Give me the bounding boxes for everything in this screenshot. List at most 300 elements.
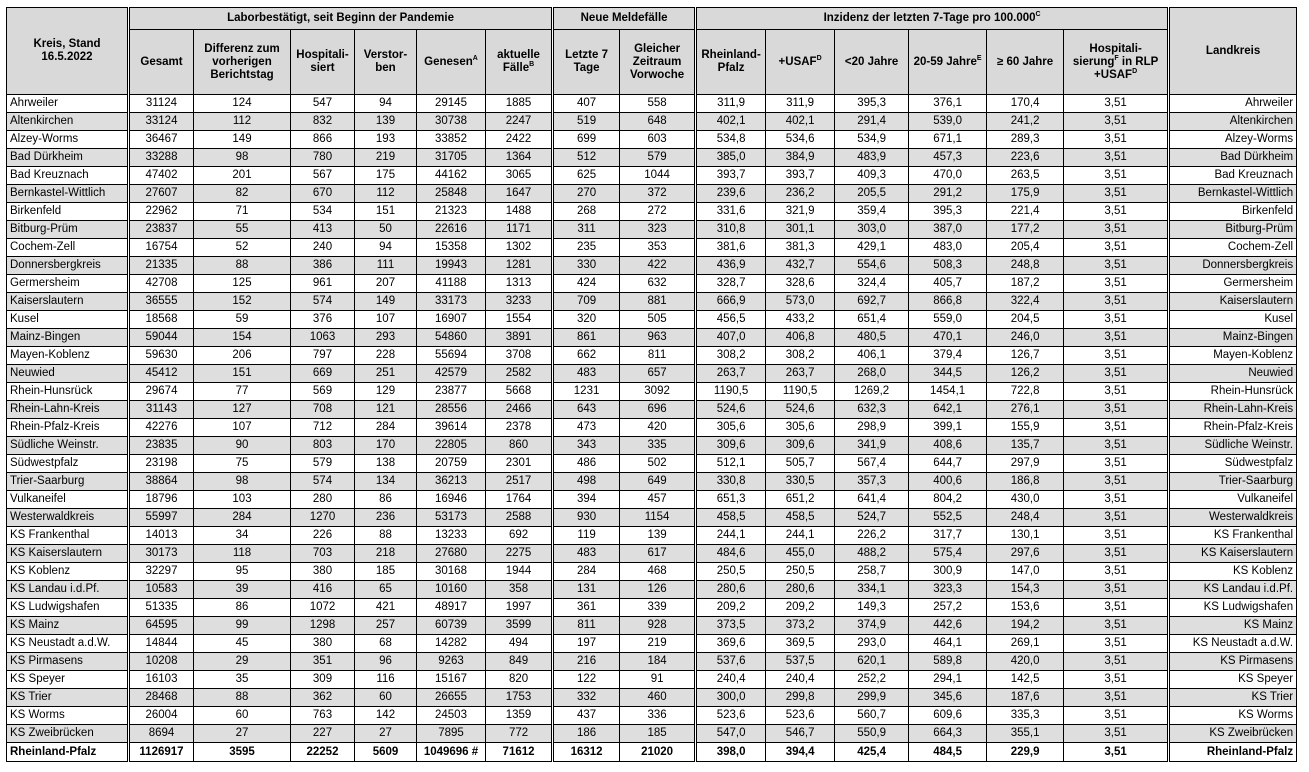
- table-cell: 330,8: [696, 473, 766, 491]
- table-cell: 9263: [417, 653, 486, 671]
- table-cell: 351: [291, 653, 355, 671]
- table-cell: KS Pirmasens: [1169, 653, 1297, 671]
- table-cell: 334,1: [835, 581, 909, 599]
- table-cell: 803: [291, 437, 355, 455]
- table-cell: 308,2: [696, 347, 766, 365]
- table-cell: 95: [194, 563, 291, 581]
- header-genesen: [417, 30, 486, 95]
- table-cell: Bernkastel-Wittlich: [7, 185, 129, 203]
- table-cell: 205,5: [835, 185, 909, 203]
- table-cell: 54860: [417, 329, 486, 347]
- table-cell: 413: [291, 221, 355, 239]
- table-cell: 376: [291, 311, 355, 329]
- table-cell: 7895: [417, 725, 486, 743]
- table-cell: 458,5: [766, 509, 835, 527]
- table-cell: Kaiserslautern: [7, 293, 129, 311]
- table-row: [7, 455, 1297, 473]
- table-cell: 107: [355, 311, 417, 329]
- table-cell: 26655: [417, 689, 486, 707]
- footnote-f: F: [1114, 54, 1119, 62]
- table-cell: 3,51: [1064, 419, 1169, 437]
- table-cell: 53173: [417, 509, 486, 527]
- table-cell: 2517: [486, 473, 553, 491]
- table-cell: 703: [291, 545, 355, 563]
- table-cell: 126,2: [987, 365, 1064, 383]
- table-cell: 33173: [417, 293, 486, 311]
- table-cell: 297,6: [987, 545, 1064, 563]
- table-cell: KS Kaiserslautern: [7, 545, 129, 563]
- table-cell: 494: [486, 635, 553, 653]
- table-cell: 648: [620, 113, 696, 131]
- table-cell: Trier-Saarburg: [7, 473, 129, 491]
- header-hospitalisierung: [1064, 30, 1169, 95]
- table-cell: Südwestpfalz: [1169, 455, 1297, 473]
- table-cell: 126: [620, 581, 696, 599]
- table-cell: 480,5: [835, 329, 909, 347]
- table-cell: 3599: [486, 617, 553, 635]
- table-cell: 59044: [129, 329, 194, 347]
- table-cell: 3,51: [1064, 707, 1169, 725]
- table-cell: 644,7: [909, 455, 987, 473]
- table-cell: 335,3: [987, 707, 1064, 725]
- table-cell: 236,2: [766, 185, 835, 203]
- table-cell: 669: [291, 365, 355, 383]
- table-cell: 284: [355, 419, 417, 437]
- table-cell: 866: [291, 131, 355, 149]
- table-cell: 33288: [129, 149, 194, 167]
- table-cell: 512: [553, 149, 620, 167]
- table-cell: 125: [194, 275, 291, 293]
- table-cell: 3,51: [1064, 113, 1169, 131]
- table-cell: 402,1: [766, 113, 835, 131]
- table-row: [7, 581, 1297, 599]
- table-cell: 270: [553, 185, 620, 203]
- table-cell: 209,2: [696, 599, 766, 617]
- table-cell: 27: [355, 725, 417, 743]
- table-cell: 632: [620, 275, 696, 293]
- table-cell: 772: [486, 725, 553, 743]
- table-cell: 103: [194, 491, 291, 509]
- table-cell: 323: [620, 221, 696, 239]
- table-cell: 3,51: [1064, 617, 1169, 635]
- table-cell: 44162: [417, 167, 486, 185]
- header-aktuelle: [486, 30, 553, 95]
- table-cell: 398,0: [696, 743, 766, 762]
- table-cell: 473: [553, 419, 620, 437]
- table-cell: 579: [620, 149, 696, 167]
- table-cell: 642,1: [909, 401, 987, 419]
- table-cell: 666,9: [696, 293, 766, 311]
- table-cell: 534,8: [696, 131, 766, 149]
- table-cell: 244,1: [766, 527, 835, 545]
- table-cell: 149,3: [835, 599, 909, 617]
- table-cell: 424: [553, 275, 620, 293]
- table-cell: 657: [620, 365, 696, 383]
- table-cell: Rhein-Pfalz-Kreis: [1169, 419, 1297, 437]
- table-cell: 91: [620, 671, 696, 689]
- header-20-59: [909, 30, 987, 95]
- table-cell: 343: [553, 437, 620, 455]
- table-cell: 1270: [291, 509, 355, 527]
- table-cell: 537,6: [696, 653, 766, 671]
- table-cell: 393,7: [766, 167, 835, 185]
- table-cell: KS Speyer: [1169, 671, 1297, 689]
- table-cell: 464,1: [909, 635, 987, 653]
- table-cell: 330,5: [766, 473, 835, 491]
- table-cell: 484,5: [909, 743, 987, 762]
- table-cell: 1298: [291, 617, 355, 635]
- table-footer: [7, 743, 1297, 762]
- table-cell: 344,5: [909, 365, 987, 383]
- table-cell: 559,0: [909, 311, 987, 329]
- table-cell: 373,2: [766, 617, 835, 635]
- table-row: [7, 113, 1297, 131]
- table-cell: 216: [553, 653, 620, 671]
- table-cell: Bitburg-Prüm: [7, 221, 129, 239]
- table-cell: 239,6: [696, 185, 766, 203]
- table-cell: 3,51: [1064, 203, 1169, 221]
- table-cell: 524,6: [766, 401, 835, 419]
- table-cell: 502: [620, 455, 696, 473]
- table-cell: 112: [194, 113, 291, 131]
- table-cell: 252,2: [835, 671, 909, 689]
- table-cell: 3,51: [1064, 149, 1169, 167]
- table-cell: 1647: [486, 185, 553, 203]
- table-cell: 534,6: [766, 131, 835, 149]
- table-cell: 185: [355, 563, 417, 581]
- table-cell: 149: [355, 293, 417, 311]
- table-cell: KS Neustadt a.d.W.: [1169, 635, 1297, 653]
- header-gleicher-zeitraum: Gleicher Zeitraum Vorwoche: [620, 30, 696, 95]
- table-cell: 1190,5: [696, 383, 766, 401]
- table-cell: 651,3: [696, 491, 766, 509]
- table-cell: 311: [553, 221, 620, 239]
- table-cell: 1063: [291, 329, 355, 347]
- table-cell: 402,1: [696, 113, 766, 131]
- table-cell: 27680: [417, 545, 486, 563]
- table-cell: 300,0: [696, 689, 766, 707]
- table-cell: 23877: [417, 383, 486, 401]
- table-cell: KS Zweibrücken: [7, 725, 129, 743]
- table-cell: 305,6: [766, 419, 835, 437]
- table-cell: 14013: [129, 527, 194, 545]
- header-aktuelle-text: aktuelle Fälle: [497, 49, 540, 74]
- header-landkreis: Landkreis: [1169, 8, 1297, 95]
- table-cell: 963: [620, 329, 696, 347]
- table-cell: 28468: [129, 689, 194, 707]
- table-cell: 60739: [417, 617, 486, 635]
- table-cell: 3,51: [1064, 545, 1169, 563]
- table-cell: KS Mainz: [1169, 617, 1297, 635]
- table-cell: 3,51: [1064, 365, 1169, 383]
- table-cell: 376,1: [909, 95, 987, 113]
- table-cell: 50: [355, 221, 417, 239]
- table-cell: 154: [194, 329, 291, 347]
- table-row: [7, 167, 1297, 185]
- table-cell: 523,6: [696, 707, 766, 725]
- table-cell: Südliche Weinstr.: [7, 437, 129, 455]
- table-cell: 395,3: [909, 203, 987, 221]
- total-row: [7, 743, 1297, 762]
- table-cell: 226: [291, 527, 355, 545]
- table-cell: 1997: [486, 599, 553, 617]
- table-row: [7, 95, 1297, 113]
- table-cell: Germersheim: [1169, 275, 1297, 293]
- table-cell: 15358: [417, 239, 486, 257]
- table-cell: 1231: [553, 383, 620, 401]
- table-row: [7, 707, 1297, 725]
- table-cell: 3,51: [1064, 725, 1169, 743]
- table-cell: 3,51: [1064, 581, 1169, 599]
- header-kreis: Kreis, Stand 16.5.2022: [7, 8, 129, 95]
- table-cell: 244,1: [696, 527, 766, 545]
- table-cell: 458,5: [696, 509, 766, 527]
- table-cell: 2247: [486, 113, 553, 131]
- table-cell: 3,51: [1064, 671, 1169, 689]
- table-cell: 523,6: [766, 707, 835, 725]
- table-cell: 129: [355, 383, 417, 401]
- table-cell: 311,9: [696, 95, 766, 113]
- table-cell: 263,7: [766, 365, 835, 383]
- table-cell: 98: [194, 149, 291, 167]
- table-cell: KS Speyer: [7, 671, 129, 689]
- table-cell: 263,5: [987, 167, 1064, 185]
- table-row: [7, 545, 1297, 563]
- table-cell: 187,2: [987, 275, 1064, 293]
- table-row: [7, 203, 1297, 221]
- table-cell: 866,8: [909, 293, 987, 311]
- table-cell: 1554: [486, 311, 553, 329]
- table-cell: 470,0: [909, 167, 987, 185]
- table-cell: 505: [620, 311, 696, 329]
- table-cell: Trier-Saarburg: [1169, 473, 1297, 491]
- table-cell: 36555: [129, 293, 194, 311]
- table-cell: 372: [620, 185, 696, 203]
- table-row: [7, 275, 1297, 293]
- table-cell: 10583: [129, 581, 194, 599]
- table-row: [7, 131, 1297, 149]
- table-cell: Rhein-Lahn-Kreis: [7, 401, 129, 419]
- table-cell: 380: [291, 635, 355, 653]
- footnote-e: E: [976, 54, 982, 62]
- table-cell: 59: [194, 311, 291, 329]
- table-cell: 34: [194, 527, 291, 545]
- table-cell: 456,5: [696, 311, 766, 329]
- table-cell: 206: [194, 347, 291, 365]
- table-cell: 241,2: [987, 113, 1064, 131]
- table-cell: 1072: [291, 599, 355, 617]
- table-cell: 409,3: [835, 167, 909, 185]
- table-cell: 422: [620, 257, 696, 275]
- table-cell: 280: [291, 491, 355, 509]
- table-cell: 380: [291, 563, 355, 581]
- table-cell: KS Frankenthal: [7, 527, 129, 545]
- table-cell: 23837: [129, 221, 194, 239]
- table-cell: 339: [620, 599, 696, 617]
- table-cell: 780: [291, 149, 355, 167]
- table-cell: 45: [194, 635, 291, 653]
- table-cell: 708: [291, 401, 355, 419]
- table-cell: 3,51: [1064, 95, 1169, 113]
- table-cell: 552,5: [909, 509, 987, 527]
- table-cell: Südliche Weinstr.: [1169, 437, 1297, 455]
- table-cell: 299,9: [835, 689, 909, 707]
- table-cell: 470,1: [909, 329, 987, 347]
- table-cell: 407,0: [696, 329, 766, 347]
- table-cell: 386: [291, 257, 355, 275]
- table-cell: 811: [553, 617, 620, 635]
- table-cell: 59630: [129, 347, 194, 365]
- table-cell: 300,9: [909, 563, 987, 581]
- table-cell: 575,4: [909, 545, 987, 563]
- table-cell: 804,2: [909, 491, 987, 509]
- table-cell: 394: [553, 491, 620, 509]
- table-cell: 625: [553, 167, 620, 185]
- header-rlp: Rheinland-Pfalz: [696, 30, 766, 95]
- table-cell: 197: [553, 635, 620, 653]
- table-cell: 151: [355, 203, 417, 221]
- table-cell: Rheinland-Pfalz: [1169, 743, 1297, 762]
- table-cell: 3,51: [1064, 653, 1169, 671]
- table-cell: 524,7: [835, 509, 909, 527]
- table-cell: 1126917: [129, 743, 194, 762]
- table-cell: 609,6: [909, 707, 987, 725]
- table-cell: 3,51: [1064, 437, 1169, 455]
- table-cell: 1359: [486, 707, 553, 725]
- table-cell: 82: [194, 185, 291, 203]
- table-cell: 18568: [129, 311, 194, 329]
- table-cell: 567,4: [835, 455, 909, 473]
- table-cell: 881: [620, 293, 696, 311]
- table-cell: 651,2: [766, 491, 835, 509]
- table-cell: 112: [355, 185, 417, 203]
- table-cell: Kusel: [7, 311, 129, 329]
- header-group-inzidenz-text: Inzidenz der letzten 7-Tage pro 100.000: [823, 12, 1036, 24]
- table-cell: 135,7: [987, 437, 1064, 455]
- table-cell: 1944: [486, 563, 553, 581]
- table-cell: 3,51: [1064, 509, 1169, 527]
- table-cell: Rhein-Pfalz-Kreis: [7, 419, 129, 437]
- table-cell: 201: [194, 167, 291, 185]
- table-cell: 45412: [129, 365, 194, 383]
- table-cell: 508,3: [909, 257, 987, 275]
- table-cell: 345,6: [909, 689, 987, 707]
- table-cell: 3,51: [1064, 293, 1169, 311]
- table-row: [7, 617, 1297, 635]
- table-cell: 763: [291, 707, 355, 725]
- table-cell: 692: [486, 527, 553, 545]
- table-cell: 323,3: [909, 581, 987, 599]
- table-cell: 1171: [486, 221, 553, 239]
- table-cell: 51335: [129, 599, 194, 617]
- table-cell: 3,51: [1064, 167, 1169, 185]
- table-row: [7, 347, 1297, 365]
- table-cell: 42276: [129, 419, 194, 437]
- table-cell: 369,5: [766, 635, 835, 653]
- table-cell: 55694: [417, 347, 486, 365]
- table-cell: 573,0: [766, 293, 835, 311]
- table-cell: 3092: [620, 383, 696, 401]
- table-cell: 30168: [417, 563, 486, 581]
- table-cell: 30738: [417, 113, 486, 131]
- covid-statistics-table: [6, 7, 1297, 762]
- table-cell: 88: [355, 527, 417, 545]
- table-cell: 16312: [553, 743, 620, 762]
- table-cell: Vulkaneifel: [7, 491, 129, 509]
- table-cell: 381,6: [696, 239, 766, 257]
- table-cell: 603: [620, 131, 696, 149]
- table-cell: Alzey-Worms: [1169, 131, 1297, 149]
- table-cell: 99: [194, 617, 291, 635]
- table-cell: 1488: [486, 203, 553, 221]
- header-hospitalisierung-text-a: Hospitali-sierung: [1072, 42, 1142, 68]
- table-cell: 33852: [417, 131, 486, 149]
- table-cell: 55997: [129, 509, 194, 527]
- table-cell: 22616: [417, 221, 486, 239]
- table-cell: 88: [194, 689, 291, 707]
- table-cell: Ahrweiler: [7, 95, 129, 113]
- table-cell: 193: [355, 131, 417, 149]
- table-cell: Kusel: [1169, 311, 1297, 329]
- table-cell: 436,9: [696, 257, 766, 275]
- table-cell: 483,9: [835, 149, 909, 167]
- table-cell: 107: [194, 419, 291, 437]
- table-cell: 175,9: [987, 185, 1064, 203]
- table-cell: Germersheim: [7, 275, 129, 293]
- table-cell: 151: [194, 365, 291, 383]
- table-cell: Mayen-Koblenz: [1169, 347, 1297, 365]
- header-hospitalisiert: Hospitali-siert: [291, 30, 355, 95]
- table-cell: 127: [194, 401, 291, 419]
- table-row: [7, 563, 1297, 581]
- table-cell: 219: [620, 635, 696, 653]
- table-cell: 65: [355, 581, 417, 599]
- table-cell: 31705: [417, 149, 486, 167]
- table-cell: 142,5: [987, 671, 1064, 689]
- table-cell: 554,6: [835, 257, 909, 275]
- table-cell: Bitburg-Prüm: [1169, 221, 1297, 239]
- table-cell: Bad Dürkheim: [7, 149, 129, 167]
- table-cell: 797: [291, 347, 355, 365]
- table-cell: KS Trier: [1169, 689, 1297, 707]
- table-cell: 153,6: [987, 599, 1064, 617]
- table-cell: 373,5: [696, 617, 766, 635]
- table-cell: 2582: [486, 365, 553, 383]
- table-cell: 432,7: [766, 257, 835, 275]
- table-cell: 293: [355, 329, 417, 347]
- footnote-d: D: [816, 54, 822, 62]
- table-cell: 33124: [129, 113, 194, 131]
- table-cell: 21020: [620, 743, 696, 762]
- table-cell: 483,0: [909, 239, 987, 257]
- table-cell: 861: [553, 329, 620, 347]
- table-cell: 547,0: [696, 725, 766, 743]
- table-cell: 154,3: [987, 581, 1064, 599]
- table-cell: Ahrweiler: [1169, 95, 1297, 113]
- table-cell: 400,6: [909, 473, 987, 491]
- header-usaf: [766, 30, 835, 95]
- table-cell: 32297: [129, 563, 194, 581]
- table-cell: KS Mainz: [7, 617, 129, 635]
- table-cell: 39: [194, 581, 291, 599]
- table-cell: 16907: [417, 311, 486, 329]
- table-cell: Rheinland-Pfalz: [7, 743, 129, 762]
- table-row: [7, 419, 1297, 437]
- table-cell: 177,2: [987, 221, 1064, 239]
- table-cell: 130,1: [987, 527, 1064, 545]
- table-cell: 26004: [129, 707, 194, 725]
- table-cell: 359,4: [835, 203, 909, 221]
